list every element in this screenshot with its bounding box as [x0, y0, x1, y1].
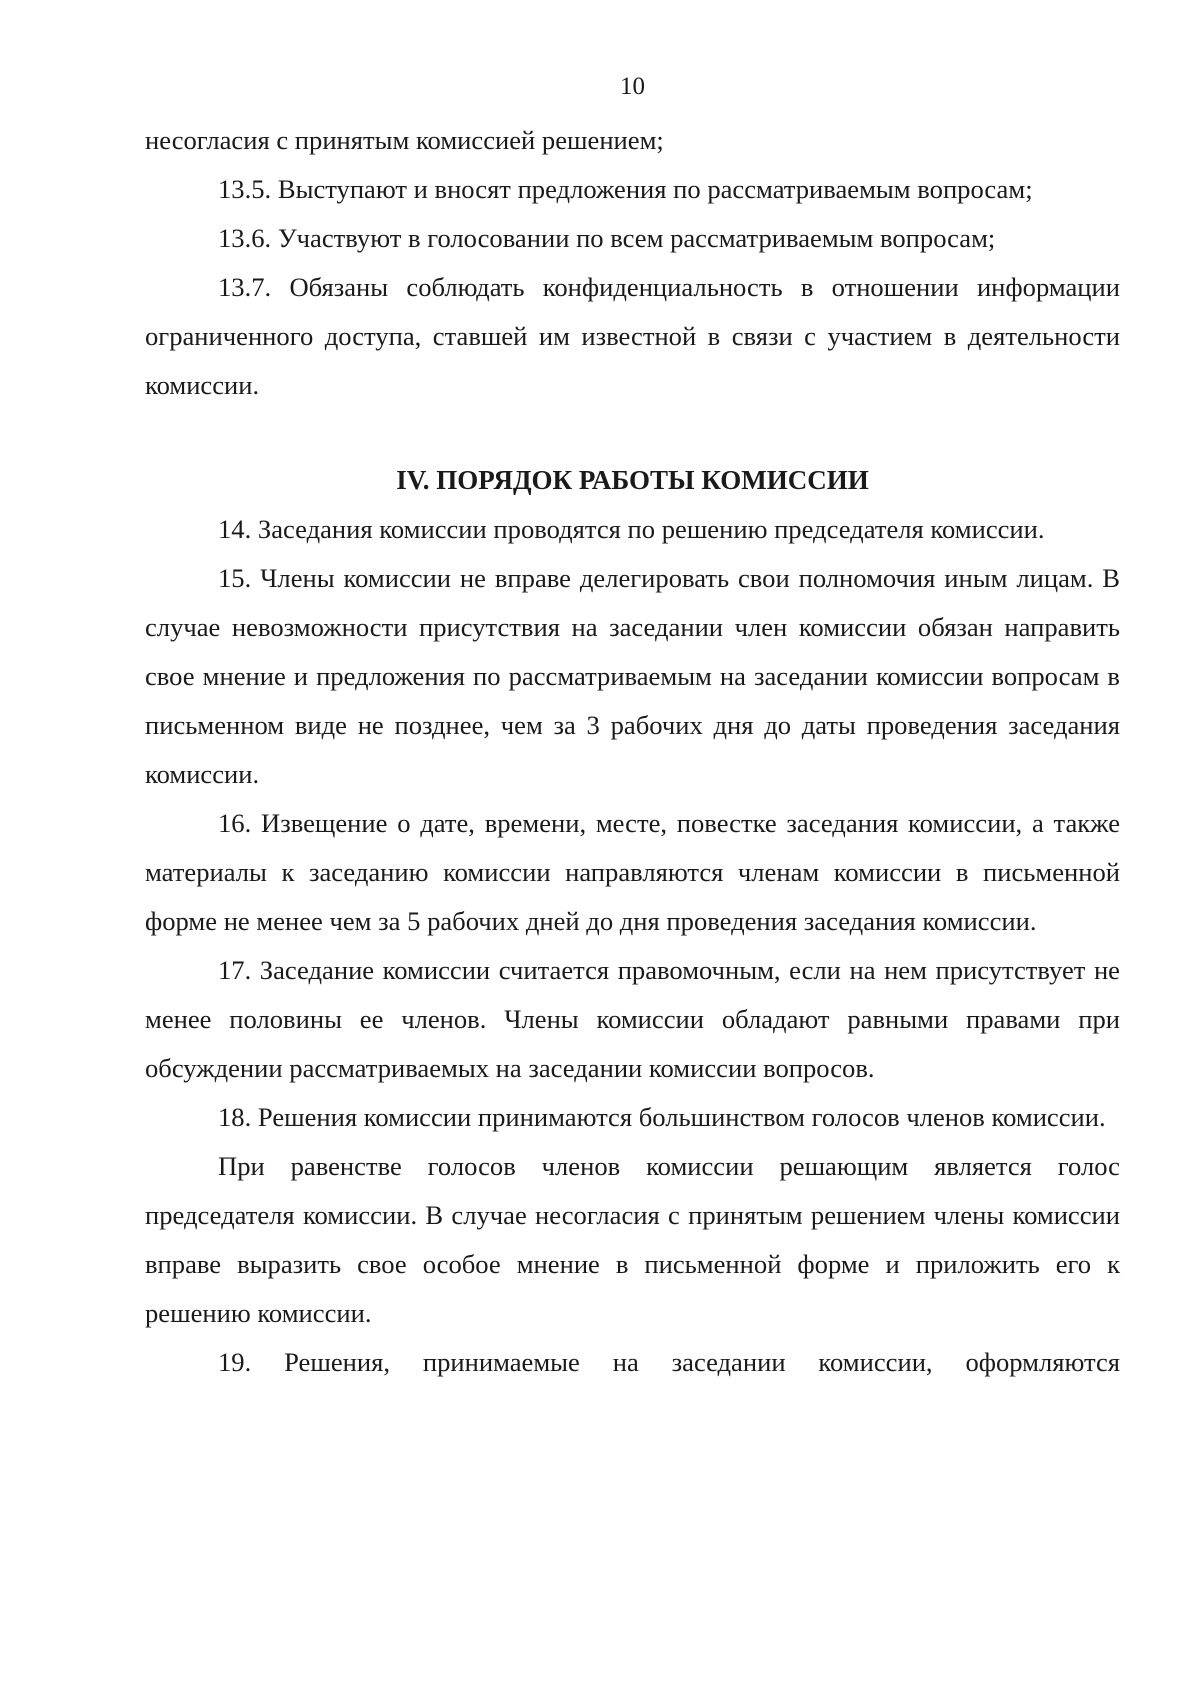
paragraph-18: 18. Решения комиссии принимаются большинством голосов членов комиссии. [218, 1102, 1106, 1132]
paragraph-continuation: несогласия с принятым комиссией решением; [145, 125, 664, 155]
paragraph-15: 15. Члены комиссии не вправе делегировать свои полномочия иным лицам. В случае невозможности присутствия на заседании член комиссии обязан направить свое мнение и предложения по рассматриваемым на заседании комиссии вопросам в письменном виде не позднее, чем за 3 рабочих дня до даты проведения заседания комиссии. [145, 563, 1120, 789]
paragraph-13-7: 13.7. Обязаны соблюдать конфиденциальность в отношении информации ограниченного доступа, ставшей им известной в связи с участием в деятельности комиссии. [145, 272, 1120, 400]
main-text-block [145, 505, 1120, 1387]
paragraph-13-5: 13.5. Выступают и вносят предложения по рассматриваемым вопросам; [218, 174, 1033, 204]
paragraph-17: 17. Заседание комиссии считается правомочным, если на нем присутствует не менее половины ее членов. Члены комиссии обладают равными правами при обсуждении рассматриваемых на заседании комиссии вопросов. [145, 955, 1120, 1083]
paragraph-13-6: 13.6. Участвуют в голосовании по всем рассматриваемым вопросам; [218, 223, 996, 253]
section-heading: IV. ПОРЯДОК РАБОТЫ КОМИССИИ [396, 465, 869, 495]
paragraph-19: 19. Решения, принимаемые на заседании комиссии, оформляются [218, 1347, 1120, 1377]
paragraph-18-tie-vote: При равенстве голосов членов комиссии решающим является голос председателя комиссии. В случае несогласия с принятым решением члены комиссии вправе выразить свое особое мнение в письменной форме и приложить его к решению комиссии. [145, 1151, 1120, 1328]
top-text-block [145, 116, 1120, 410]
page-number: 10 [620, 73, 645, 100]
paragraph-14: 14. Заседания комиссии проводятся по решению председателя комиссии. [218, 514, 1045, 544]
paragraph-16: 16. Извещение о дате, времени, месте, повестке заседания комиссии, а также материалы к заседанию комиссии направляются членам комиссии в письменной форме не менее чем за 5 рабочих дней до дня проведения заседания комиссии. [145, 808, 1120, 936]
